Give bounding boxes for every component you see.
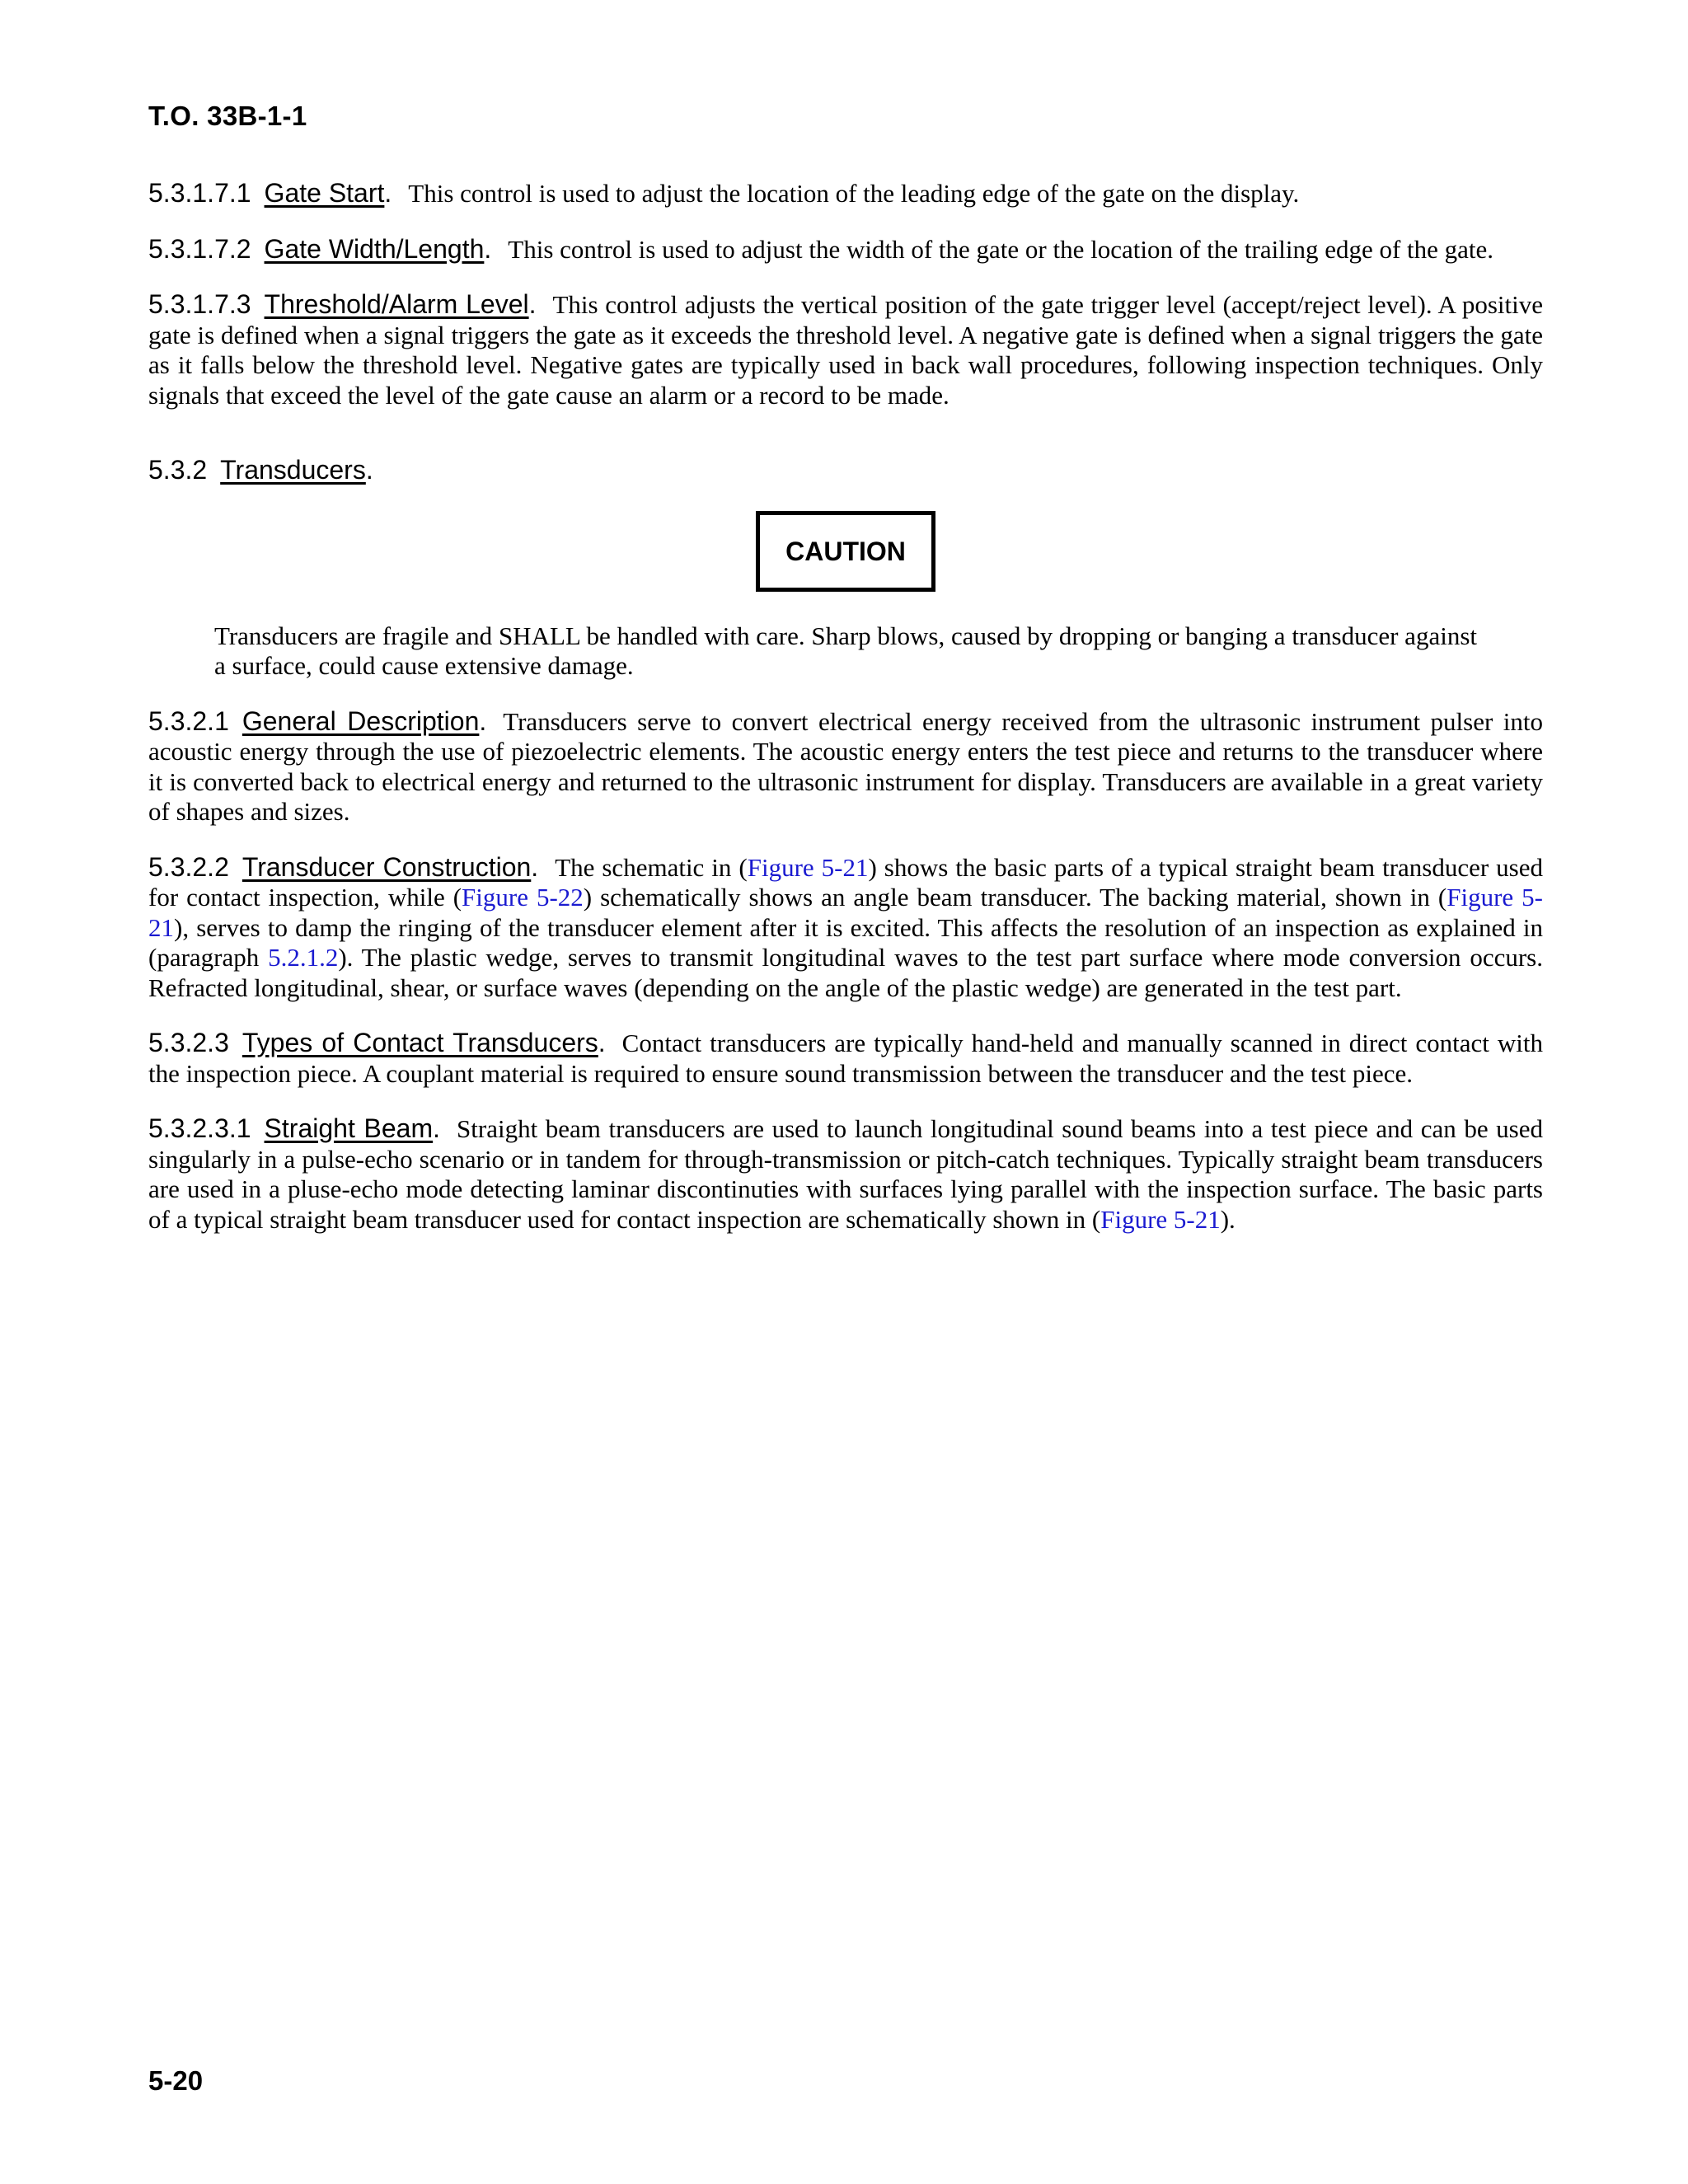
page-number-footer: 5-20 [148,2065,204,2096]
paragraph-straight-beam: 5.3.2.3.1 Straight Beam. Straight beam transducers are used to launch longitudinal sound beams into a test piece and can be used singularly in a pulse-echo scenario or in tandem for through-transmission or pitch-catch techniques. Typically straight beam transducers are used in a pluse-echo mode detecting laminar discontinuties with surfaces lying parallel with the inspection surface. The basic parts of a typical straight beam transducer used for contact inspection are schematically shown in (Figure 5-21). [148,1113,1544,1234]
paragraph-number: 5.3.1.7.1 [148,178,251,208]
page-content [148,178,1543,1259]
paragraph-number: 5.3.1.7.2 [148,233,251,264]
paragraph-general-description: 5.3.2.1 General Description. Transducers serve to convert electrical energy received from the ultrasonic instrument pulser into acoustic energy through the use of piezoelectric elements. The acoustic energy enters the test piece and returns to the transducer where it is converted back to electrical energy and returned to the ultrasonic instrument for display. Transducers are available in a great variety of shapes and sizes. [148,705,1544,826]
paragraph-transducer-construction: 5.3.2.2 Transducer Construction. The schematic in (Figure 5-21) shows the basic parts of a typical straight beam transducer used for contact inspection, while (Figure 5-22) schematically shows an angle beam transducer. The backing material, shown in (Figure 5-21), serves to damp the ringing of the transducer element after it is excited. This affects the resolution of an inspection as explained in (paragraph 5.2.1.2). The plastic wedge, serves to transmit longitudinal waves to the test part surface where mode conversion occurs. Refracted longitudinal, shear, or surface waves (depending on the angle of the plastic wedge) are generated in the test part. [148,851,1544,1002]
paragraph-heading: Types of Contact Transducers [241,1028,598,1057]
paragraph-text: This control is used to adjust the location of the leading edge of the gate on the display. [408,179,1300,208]
paragraph-link[interactable]: 5.2.1.2 [268,943,339,972]
paragraph-number: 5.3.2.2 [148,851,229,882]
figure-link[interactable]: Figure 5-21 [1100,1204,1221,1234]
paragraph-text: ). The plastic wedge, serves to transmit longitudinal waves to the test part surface where mode conversion occurs. Refracted longitudinal, shear, or surface waves (depending on the angle of the plastic wedge) are generated in the test part. [148,943,1543,1002]
figure-link[interactable]: Figure 5-21 [148,883,1543,942]
document-id-header: T.O. 33B-1-1 [148,101,307,131]
paragraph-text: This control is used to adjust the width of the gate or the location of the trailing edge of the gate. [508,234,1494,264]
paragraph-gate-width: 5.3.1.7.2 Gate Width/Length. This control is used to adjust the width of the gate or the location of the trailing edge of the gate. [148,233,1494,264]
paragraph-number: 5.3.2.3.1 [148,1113,251,1143]
paragraph-threshold-alarm: 5.3.1.7.3 Threshold/Alarm Level. This control adjusts the vertical position of the gate trigger level (accept/reject level). A positive gate is defined when a signal triggers the gate as it exceeds the threshold level. A negative gate is defined when a signal triggers the gate as it falls below the threshold level. Negative gates are typically used in back wall procedures, following inspection techniques. Only signals that exceed the level of the gate cause an alarm or a record to be made. [148,289,1544,410]
paragraph-text: Straight beam transducers are used to launch longitudinal sound beams into a test piece and can be used singularly in a pulse-echo scenario or in tandem for through-transmission or pitch-catch techniques. Typically straight beam transducers are used in a pluse-echo mode detecting laminar discontinuties with surfaces lying parallel with the inspection surface. The basic parts of a typical straight beam transducer used for contact inspection are schematically shown in ( [148,1114,1544,1234]
paragraph-text: ) schematically shows an angle beam transducer. The backing material, shown in ( [583,883,1447,912]
section-number: 5.3.2 [148,455,208,485]
caution-banner [148,511,1543,592]
paragraph-text: Transducers serve to convert electrical energy received from the ultrasonic instrument pulser into acoustic energy through the use of piezoelectric elements. The acoustic energy enters the test piece and returns to the transducer where it is converted back to electrical energy and returned to the ultrasonic instrument for display. Transducers are available in a great variety of shapes and sizes. [148,706,1544,826]
paragraph-text: This control adjusts the vertical position of the gate trigger level (accept/reject level). A positive gate is defined when a signal triggers the gate as it exceeds the threshold level. A negative gate is defined when a signal triggers the gate as it falls below the threshold level. Negative gates are typically used in back wall procedures, following inspection techniques. Only signals that exceed the level of the gate cause an alarm or a record to be made. [148,290,1544,410]
paragraph-text: ), serves to damp the ringing of the transducer element after it is excited. This affects the resolution of an inspection as explained in (paragraph [148,912,1543,972]
paragraph-heading: Transducer Construction [241,851,532,882]
paragraph-number: 5.3.2.3 [148,1028,229,1057]
figure-link[interactable]: Figure 5-21 [747,852,869,882]
paragraph-text: ). [1220,1204,1236,1234]
paragraph-heading: Gate Start [264,178,385,208]
paragraph-gate-start: 5.3.1.7.1 Gate Start. This control is used to adjust the location of the leading edge of the gate on the display. [148,178,1300,208]
paragraph-heading: Straight Beam [264,1113,434,1143]
paragraph-heading: Threshold/Alarm Level [264,289,529,319]
paragraph-heading: General Description [241,705,480,736]
paragraph-number: 5.3.2.1 [148,705,229,736]
figure-link[interactable]: Figure 5-22 [462,883,584,912]
paragraph-text: The schematic in ( [555,852,748,882]
section-heading: Transducers [220,455,366,485]
paragraph-text: Contact transducers are typically hand-held and manually scanned in direct contact with the inspection piece. A couplant material is required to ensure sound transmission between the transducer and the test piece. [148,1029,1544,1088]
paragraph-number: 5.3.1.7.3 [148,289,251,319]
section-heading-transducers: 5.3.2 Transducers. [148,455,373,485]
paragraph-contact-transducers: 5.3.2.3 Types of Contact Transducers. Contact transducers are typically hand-held and manually scanned in direct contact with the inspection piece. A couplant material is required to ensure sound transmission between the transducer and the test piece. [148,1028,1544,1088]
caution-text: Transducers are fragile and SHALL be handled with care. Sharp blows, caused by dropping or banging a transducer against a surface, could cause extensive damage. [214,621,1477,680]
paragraph-heading: Gate Width/Length [264,233,485,264]
paragraph-text: ) shows the basic parts of a typical straight beam transducer used for contact inspection, while ( [148,852,1544,912]
caution-label: CAUTION [756,511,935,592]
